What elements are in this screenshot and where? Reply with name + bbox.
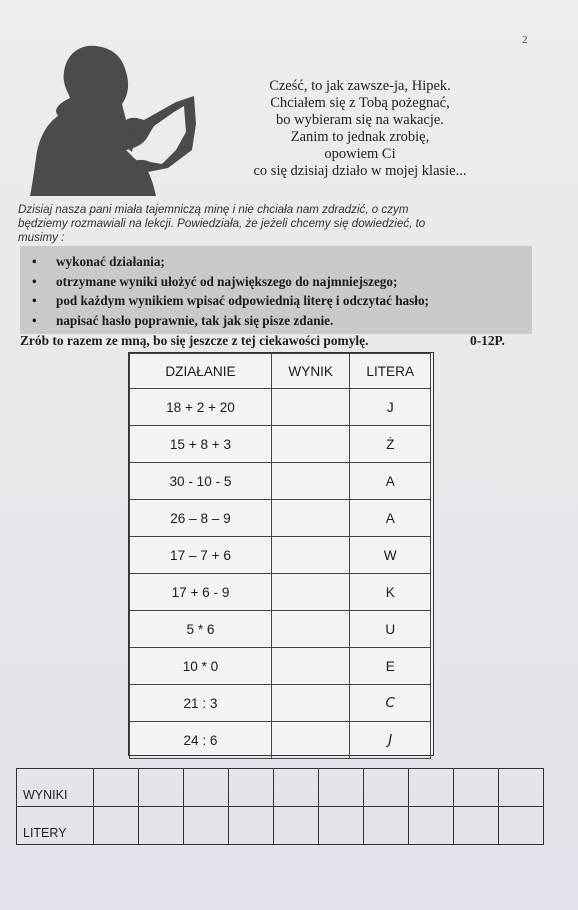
letter-cell: U <box>350 611 431 648</box>
answer-cell[interactable] <box>274 807 319 845</box>
header-letter: LITERA <box>350 354 431 389</box>
operations-table <box>128 352 434 756</box>
result-cell[interactable] <box>271 500 350 537</box>
letter-cell: A <box>350 500 431 537</box>
task-item: • napisać hasło poprawnie, tak jak się pisze zdanie. <box>32 311 532 331</box>
header-result: WYNIK <box>271 354 350 389</box>
operation-cell: 5 * 6 <box>130 611 272 648</box>
answer-cell[interactable] <box>409 807 454 845</box>
result-cell[interactable] <box>271 722 350 759</box>
answer-cell[interactable] <box>139 807 184 845</box>
result-cell[interactable] <box>271 648 350 685</box>
operation-cell: 26 – 8 – 9 <box>130 500 272 537</box>
answer-cell[interactable] <box>364 807 409 845</box>
letter-cell: A <box>350 463 431 500</box>
poem <box>210 78 510 180</box>
poem-line: Zanim to jednak zrobię, <box>290 129 430 145</box>
bullet-icon: • <box>32 293 37 308</box>
answer-cell[interactable] <box>319 807 364 845</box>
letter-cell: C <box>350 685 431 722</box>
poem-line: bo wybieram się na wakacje. <box>276 112 444 128</box>
intro-line: Dzisiaj nasza pani miała tajemniczą minę i nie chciała nam zdradzić, o czym <box>18 203 409 216</box>
task-item: • wykonać działania; <box>32 252 532 272</box>
poem-line: Cześć, to jak zawsze-ja, Hipek. <box>269 78 451 94</box>
closing-sentence: Zrób to razem ze mną, bo się jeszcze z tej ciekawości pomylę. <box>20 333 369 348</box>
points-label: 0-12P. <box>470 333 505 348</box>
answer-cell[interactable] <box>499 769 544 807</box>
result-cell[interactable] <box>271 389 350 426</box>
letter-cell: K <box>350 574 431 611</box>
bullet-icon: • <box>32 273 37 289</box>
operation-cell: 15 + 8 + 3 <box>130 426 272 463</box>
letter-cell: Ż <box>350 426 431 463</box>
poem-line: Chciałem się z Tobą pożegnać, <box>270 95 450 111</box>
table-row <box>130 389 431 426</box>
letter-cell: J <box>350 722 431 759</box>
table-row <box>130 574 431 611</box>
bullet-icon: • <box>32 254 37 269</box>
operation-cell: 24 : 6 <box>130 722 272 759</box>
operation-cell: 18 + 2 + 20 <box>130 389 272 426</box>
task-item: • otrzymane wyniki ułożyć od największego do najmniejszego; <box>32 272 532 292</box>
answer-cell[interactable] <box>499 807 544 845</box>
intro-line: będziemy rozmawiali na lekcji. Powiedziała, że jeżeli chcemy się dowiedzieć, to <box>18 217 426 230</box>
poem-line: co się dzisiaj działo w mojej klasie... <box>253 163 467 179</box>
answer-cell[interactable] <box>454 807 499 845</box>
result-cell[interactable] <box>271 537 350 574</box>
letters-label: LITERY <box>17 807 94 845</box>
answer-row-letters <box>17 807 544 845</box>
answer-cell[interactable] <box>184 769 229 807</box>
header-operation: DZIAŁANIE <box>130 354 272 389</box>
result-cell[interactable] <box>271 611 350 648</box>
letter-cell: J <box>350 389 431 426</box>
table-row <box>130 463 431 500</box>
results-label: WYNIKI <box>17 769 94 807</box>
answer-cell[interactable] <box>409 769 454 807</box>
letter-cell: E <box>350 648 431 685</box>
result-cell[interactable] <box>271 463 350 500</box>
task-item: • pod każdym wynikiem wpisać odpowiednią literę i odczytać hasło; <box>32 291 532 311</box>
operation-cell: 17 – 7 + 6 <box>130 537 272 574</box>
table-header-row <box>130 354 431 389</box>
table-row <box>130 426 431 463</box>
answer-cell[interactable] <box>139 769 184 807</box>
answer-cell[interactable] <box>94 807 139 845</box>
result-cell[interactable] <box>271 426 350 463</box>
answer-cell[interactable] <box>274 769 319 807</box>
answer-cell[interactable] <box>454 769 499 807</box>
intro-line: musimy : <box>18 231 65 244</box>
table-row <box>130 537 431 574</box>
answer-row-results <box>17 769 544 807</box>
answer-cell[interactable] <box>364 769 409 807</box>
answer-cell[interactable] <box>94 769 139 807</box>
table-row <box>130 500 431 537</box>
intro-paragraph <box>18 203 538 245</box>
bullet-icon: • <box>32 312 37 328</box>
reading-boy-illustration <box>26 40 216 196</box>
answer-cell[interactable] <box>229 807 274 845</box>
operation-cell: 21 : 3 <box>130 685 272 722</box>
answer-cell[interactable] <box>229 769 274 807</box>
operation-cell: 17 + 6 - 9 <box>130 574 272 611</box>
table-row <box>130 685 431 722</box>
operation-cell: 30 - 10 - 5 <box>130 463 272 500</box>
table-row <box>130 648 431 685</box>
result-cell[interactable] <box>271 574 350 611</box>
table-row <box>130 611 431 648</box>
operation-cell: 10 * 0 <box>130 648 272 685</box>
answer-cell[interactable] <box>319 769 364 807</box>
task-list-box <box>20 246 532 334</box>
letter-cell: W <box>350 537 431 574</box>
poem-line: opowiem Ci <box>324 146 396 162</box>
answer-table <box>16 768 544 838</box>
page-number: 2 <box>522 34 528 46</box>
answer-cell[interactable] <box>184 807 229 845</box>
result-cell[interactable] <box>271 685 350 722</box>
table-row <box>130 722 431 759</box>
